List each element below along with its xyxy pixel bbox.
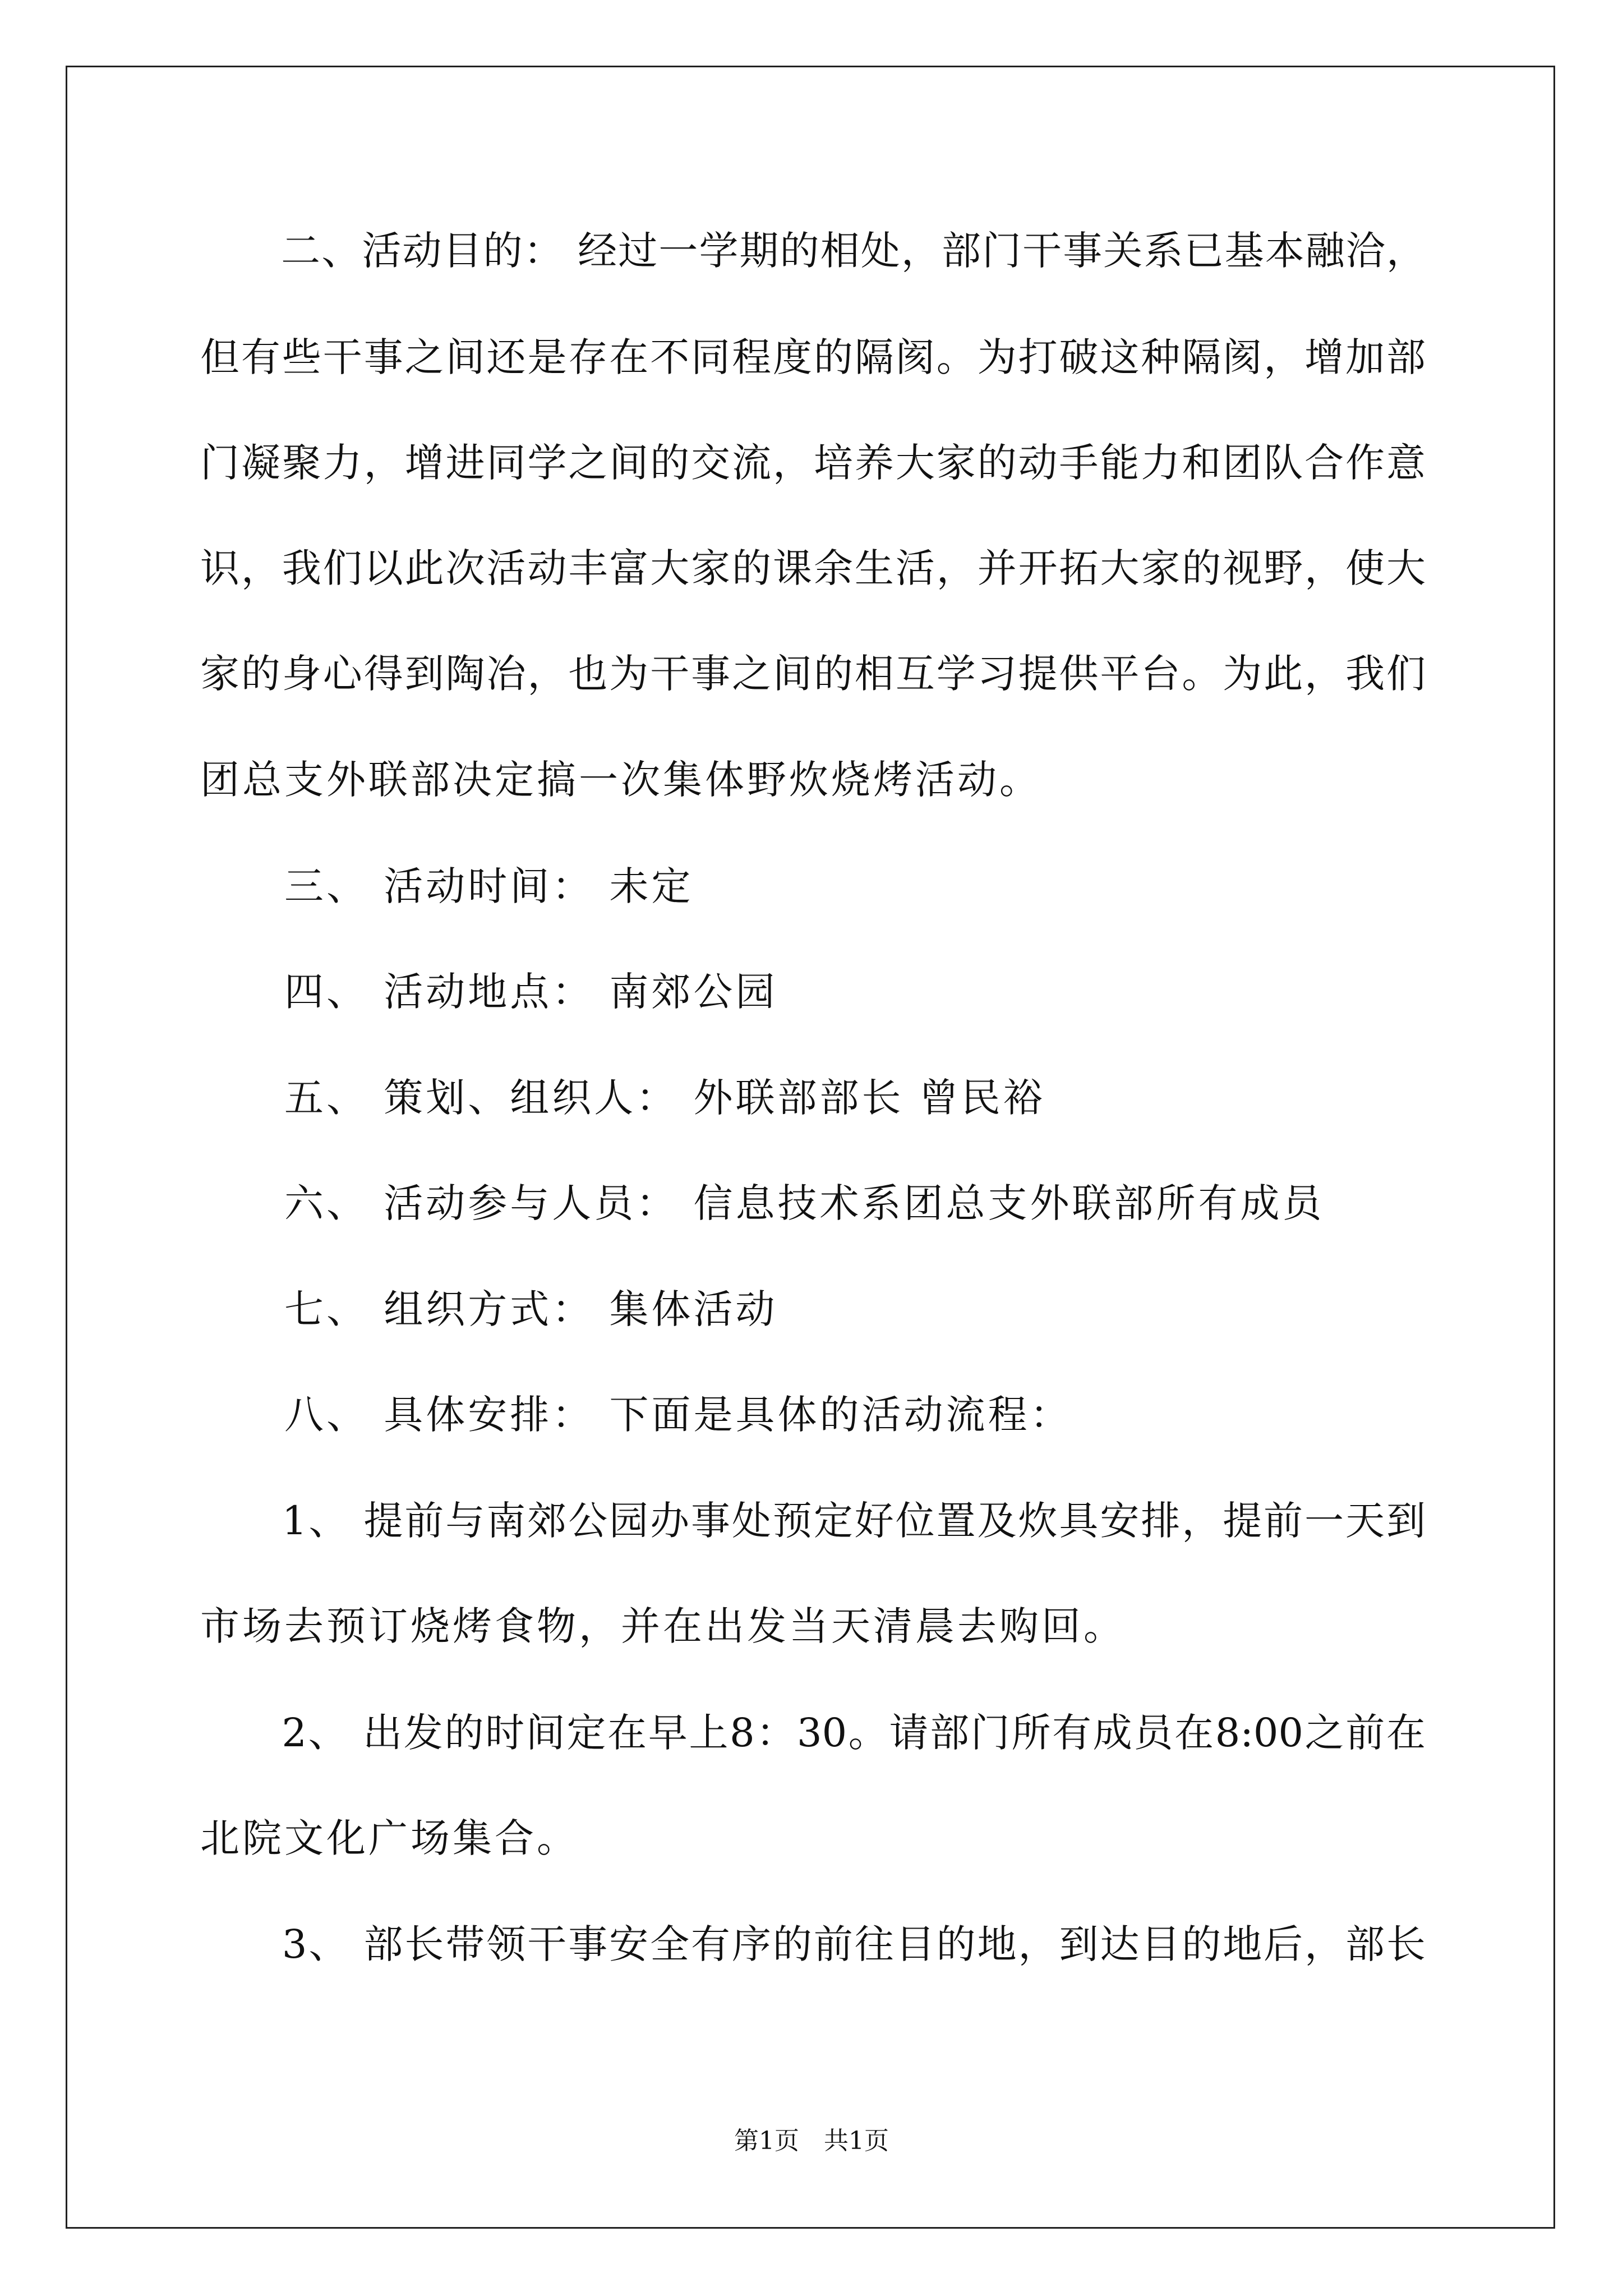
paragraph-line: 四、 活动地点： 南郊公园 — [200, 969, 778, 1015]
page-border — [66, 66, 1555, 2229]
paragraph-line: 门凝聚力，增进同学之间的交流，培养大家的动手能力和团队合作意 — [200, 440, 1426, 486]
paragraph-line: 七、 组织方式： 集体活动 — [200, 1286, 778, 1332]
paragraph-line: 北院文化广场集合。 — [200, 1815, 579, 1861]
paragraph-line: 三、 活动时间： 未定 — [200, 863, 694, 909]
paragraph-line: 八、 具体安排： 下面是具体的活动流程： — [200, 1392, 1072, 1438]
paragraph-line: 2、 出发的时间定在早上8：30。请部门所有成员在8:00之前在 — [200, 1710, 1426, 1756]
paragraph-line: 五、 策划、组织人： 外联部部长 曾民裕 — [200, 1075, 1045, 1121]
paragraph-line: 家的身心得到陶冶，也为干事之间的相互学习提供平台。为此，我们 — [200, 651, 1426, 697]
paragraph-line: 识，我们以此次活动丰富大家的课余生活，并开拓大家的视野，使大 — [200, 545, 1426, 591]
paragraph-line: 团总支外联部决定搞一次集体野炊烧烤活动。 — [200, 757, 1041, 803]
paragraph-line: 市场去预订烧烤食物，并在出发当天清晨去购回。 — [200, 1603, 1126, 1649]
paragraph-line: 但有些干事之间还是存在不同程度的隔阂。为打破这种隔阂，增加部 — [200, 334, 1426, 380]
paragraph-line: 1、 提前与南郊公园办事处预定好位置及炊具安排，提前一天到 — [200, 1498, 1426, 1544]
paragraph-line: 六、 活动参与人员： 信息技术系团总支外联部所有成员 — [200, 1180, 1325, 1226]
paragraph-line: 二、活动目的： 经过一学期的相处，部门干事关系已基本融洽， — [200, 228, 1426, 274]
paragraph-line: 3、 部长带领干事安全有序的前往目的地，到达目的地后，部长 — [200, 1921, 1426, 1967]
page-number-footer: 第1页 共1页 — [734, 2127, 889, 2155]
